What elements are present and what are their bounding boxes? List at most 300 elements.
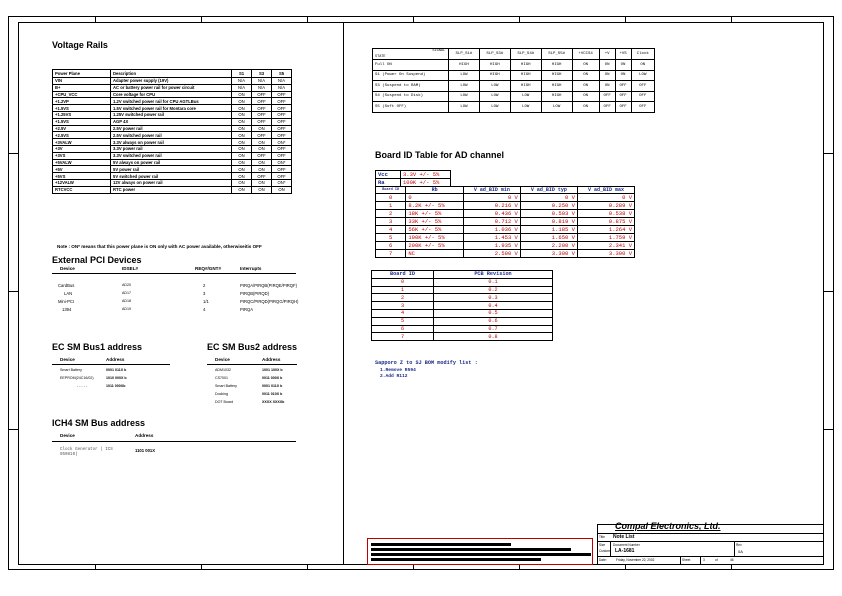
rail-s5: N/A: [272, 84, 292, 91]
rail-description: RTC power: [111, 186, 232, 193]
state-value: LOW: [449, 102, 480, 113]
board-id-vtyp: 2.200 V: [520, 242, 577, 250]
rail-description: 1.25V switched power rail: [111, 111, 232, 118]
state-value: HIGH: [541, 81, 572, 92]
rail-power-plane: B+: [53, 84, 111, 91]
bom-title: Sapporo Z to SJ BOM modify list :: [375, 360, 478, 366]
board-id-vtyp: 0.250 V: [520, 202, 577, 210]
state-value: ON: [615, 70, 631, 81]
board-id-rb: 0: [406, 194, 463, 202]
state-value: ON: [599, 81, 615, 92]
rail-s1: ON: [232, 173, 252, 180]
pci-header-interrupts: Interrupts: [240, 266, 262, 271]
pcb-header-row: [372, 271, 553, 279]
pcb-revision: 0.5: [434, 309, 553, 317]
zone-tick: [824, 291, 834, 292]
power-plane-note: Note : ON* means that this power plane is ON only with AC power available, otherwiseitis OFF: [57, 244, 262, 249]
rail-power-plane: +1.5VS: [53, 118, 111, 125]
rail-power-plane: +5V: [53, 166, 111, 173]
board-id-title: Board ID Table for AD channel: [375, 150, 505, 160]
zone-tick: [731, 565, 732, 570]
state-value: OFF: [631, 81, 654, 92]
rail-s3: ON: [252, 139, 272, 146]
state-value: ON: [599, 70, 615, 81]
pcb-revision: 0.4: [434, 302, 553, 310]
board-id-number: 5: [376, 234, 406, 242]
board-id-row: [376, 234, 635, 242]
pci-header-device: Device: [60, 266, 75, 271]
board-id-vmax: 0 V: [577, 194, 634, 202]
rail-s3: OFF: [252, 132, 272, 139]
pci-interrupts: PIRQC/PIRQD(PIRQG/PIRQH): [240, 299, 299, 304]
board-id-row: [376, 226, 635, 234]
smbus2-device: Docking: [215, 392, 228, 396]
pcb-row: [372, 286, 553, 294]
state-column-header: +V: [599, 49, 615, 60]
rail-power-plane: +5VS: [53, 173, 111, 180]
state-value: HIGH: [541, 91, 572, 102]
state-row: [373, 70, 655, 81]
sheet-value: 3: [703, 558, 705, 562]
pcb-revision: 0.6: [434, 317, 553, 325]
board-id-vmax: 1.264 V: [577, 226, 634, 234]
voltage-rail-row: [53, 139, 292, 146]
voltage-rail-row: [53, 118, 292, 125]
board-id-header-cell: V ad_BID typ: [520, 187, 577, 194]
zone-tick: [824, 153, 834, 154]
state-value: HIGH: [479, 70, 510, 81]
board-id-rb: NC: [406, 250, 463, 258]
corner-state-label: STATE: [375, 55, 386, 59]
custom-label: Custom: [599, 549, 610, 553]
zone-tick: [95, 565, 96, 570]
pcb-row: [372, 309, 553, 317]
pci-idsel: AD20: [122, 283, 131, 287]
state-value: ON: [631, 60, 654, 71]
rail-s1: ON: [232, 111, 252, 118]
board-id-vmin: 0.436 V: [463, 210, 520, 218]
title-label: Title: [599, 535, 605, 539]
title-block-divider: [700, 556, 701, 565]
rail-s5: OFF: [272, 152, 292, 159]
rail-s3: OFF: [252, 111, 272, 118]
board-id-rb: 56K +/- 5%: [406, 226, 463, 234]
corner-signal-label: SIGNAL: [432, 49, 445, 53]
state-name: S4 (Suspend to Disk): [373, 91, 449, 102]
rail-s3: ON: [252, 125, 272, 132]
state-value: HIGH: [510, 60, 541, 71]
rail-description: 12V always on power rail: [111, 179, 232, 186]
rail-s3: ON: [252, 179, 272, 186]
state-table-header-row: [373, 49, 655, 60]
state-value: OFF: [631, 102, 654, 113]
pci-device: Mini-PCI: [58, 299, 75, 304]
board-id-vmin: 1.036 V: [463, 226, 520, 234]
rail-s3: OFF: [252, 91, 272, 98]
board-id-vmin: 2.500 V: [463, 250, 520, 258]
header-s1: S1: [232, 70, 252, 78]
smbus1-header-device: Device: [60, 357, 75, 362]
voltage-rail-row: [53, 125, 292, 132]
pci-interrupts: PIRQA/PIRQB(PIRQE/PIRQF): [240, 283, 298, 288]
board-id-vmax: 0.289 V: [577, 202, 634, 210]
rail-s5: OFF: [272, 173, 292, 180]
pcb-revision: 0.1: [434, 278, 553, 286]
board-id-vmax: 2.341 V: [577, 242, 634, 250]
pcb-board-id: 3: [372, 302, 434, 310]
smbus2-address: 0011 000X b: [262, 376, 283, 380]
smbus2-header-underline: [207, 364, 297, 365]
pcb-revision: 0.8: [434, 333, 553, 341]
bom-item-2: 2.Add R112: [380, 374, 408, 379]
rail-power-plane: +1.25VS: [53, 111, 111, 118]
board-id-vmax: 1.759 V: [577, 234, 634, 242]
board-id-vtyp: 0 V: [520, 194, 577, 202]
rail-description: 2.5V switched power rail: [111, 132, 232, 139]
rev-label: Rev: [736, 543, 742, 547]
rail-description: 5V always on power rail: [111, 159, 232, 166]
of-value: 46: [730, 558, 734, 562]
state-value: LOW: [510, 91, 541, 102]
voltage-rails-table: [52, 69, 292, 194]
board-id-row: [376, 218, 635, 226]
rail-s3: OFF: [252, 173, 272, 180]
board-id-number: 7: [376, 250, 406, 258]
zone-tick: [201, 16, 202, 22]
pci-idsel: AD19: [122, 307, 131, 311]
state-value: OFF: [599, 91, 615, 102]
rail-s5: ON*: [272, 139, 292, 146]
rail-description: 5V switched power rail: [111, 173, 232, 180]
rail-s3: ON: [252, 145, 272, 152]
rail-s5: ON: [272, 186, 292, 193]
pci-header-req-gnt: REQ#/GNT#: [195, 266, 222, 271]
voltage-rail-row: [53, 145, 292, 152]
state-column-header: SLP_S1#: [449, 49, 480, 60]
pcb-board-id: 0: [372, 278, 434, 286]
state-column-header: SLP_S4#: [510, 49, 541, 60]
state-value: ON: [572, 60, 599, 71]
board-id-rb: 8.2K +/- 5%: [406, 202, 463, 210]
ich4-row-address: 1101 001X: [135, 448, 156, 453]
rail-power-plane: +CPU_VCC: [53, 91, 111, 98]
pci-interrupts: PIRQA: [240, 307, 254, 312]
rail-s5: OFF: [272, 166, 292, 173]
voltage-rail-row: [53, 166, 292, 173]
header-description: Description: [111, 70, 232, 78]
voltage-rail-row: [53, 84, 292, 91]
state-value: LOW: [479, 91, 510, 102]
rail-s3: ON: [252, 159, 272, 166]
voltage-rails-title: Voltage Rails: [52, 40, 108, 50]
date-value: Friday, November 22, 2002: [616, 558, 655, 562]
state-value: ON: [572, 70, 599, 81]
rail-description: 5V power rail: [111, 166, 232, 173]
smbus2-title: EC SM Bus2 address: [207, 342, 298, 352]
rail-power-plane: +1.2VP: [53, 98, 111, 105]
board-id-vmin: 0 V: [463, 194, 520, 202]
state-value: OFF: [615, 81, 631, 92]
zone-tick: [307, 16, 308, 22]
rail-s5: OFF: [272, 111, 292, 118]
pcb-board-id: 2: [372, 294, 434, 302]
title-value: Note List: [613, 534, 635, 540]
rail-s1: ON: [232, 125, 252, 132]
zone-tick: [824, 429, 834, 430]
board-id-ad-table: [375, 186, 635, 258]
revision-redacted-bar: [371, 548, 571, 551]
smbus1-address: 1010 000X b: [106, 376, 127, 380]
rail-s3: ON: [252, 186, 272, 193]
smbus2-header-device: Device: [215, 357, 230, 362]
pci-header-idsel: IDSEL#: [122, 266, 139, 271]
ich4-title: ICH4 SM Bus address: [52, 418, 146, 428]
title-block-rule: [597, 556, 824, 557]
smbus1-header-underline: [52, 364, 170, 365]
smbus1-header-address: Address: [106, 357, 125, 362]
pci-devices-title: External PCI Devices: [52, 255, 142, 265]
center-divider-line: [343, 22, 344, 565]
pcb-row: [372, 325, 553, 333]
voltage-rail-row: [53, 91, 292, 98]
title-block-rule: [597, 541, 824, 542]
rail-description: 2.5V power rail: [111, 125, 232, 132]
smbus1-device: Smart Battery: [60, 368, 82, 372]
board-id-row: [376, 210, 635, 218]
rail-s3: OFF: [252, 152, 272, 159]
pcb-row: [372, 302, 553, 310]
rail-s3: N/A: [252, 84, 272, 91]
state-name: S5 (Soft OFF): [373, 102, 449, 113]
voltage-rail-row: [53, 152, 292, 159]
smbus1-address: 1011 000Xb: [106, 384, 126, 388]
board-id-rb: 200K +/- 5%: [406, 242, 463, 250]
rail-power-plane: +3V: [53, 145, 111, 152]
pci-idsel: AD18: [122, 299, 131, 303]
header-power-plane: Power Plane: [53, 70, 111, 78]
board-id-vmin: 0.216 V: [463, 202, 520, 210]
ra-value: 100K +/- 5%: [401, 179, 451, 187]
rail-power-plane: RTCVCC: [53, 186, 111, 193]
revision-redacted-bar: [371, 553, 591, 556]
rail-s5: OFF: [272, 98, 292, 105]
state-value: LOW: [449, 91, 480, 102]
state-value: HIGH: [449, 60, 480, 71]
state-column-header: +VCCS4: [572, 49, 599, 60]
zone-tick: [413, 16, 414, 22]
power-state-table: [372, 48, 655, 113]
rail-s3: OFF: [252, 118, 272, 125]
pcb-revision: 0.3: [434, 294, 553, 302]
state-value: HIGH: [510, 70, 541, 81]
pci-device: LAN: [64, 291, 73, 296]
state-column-header: +VS: [615, 49, 631, 60]
board-id-rb: 33K +/- 5%: [406, 218, 463, 226]
smbus1-title: EC SM Bus1 address: [52, 342, 143, 352]
rail-s1: N/A: [232, 84, 252, 91]
state-value: LOW: [479, 81, 510, 92]
smbus2-device: DOT Board: [215, 400, 234, 404]
bom-item-1: 1.Remove R594: [380, 368, 416, 373]
board-id-number: 4: [376, 226, 406, 234]
state-value: LOW: [631, 70, 654, 81]
ra-label: Ra: [376, 179, 401, 187]
company-name: Compal Electronics, Ltd.: [615, 521, 721, 531]
rail-description: 1.2V switched power rail for CPU AGTLBus: [111, 98, 232, 105]
smbus2-device: Smart Battery: [215, 384, 237, 388]
pcb-board-id: 6: [372, 325, 434, 333]
state-value: OFF: [599, 102, 615, 113]
vcc-row: [376, 171, 451, 179]
state-value: HIGH: [541, 70, 572, 81]
board-id-vtyp: 3.300 V: [520, 250, 577, 258]
rail-s5: OFF: [272, 145, 292, 152]
zone-tick: [413, 565, 414, 570]
zone-tick: [8, 291, 18, 292]
board-id-header-cell: V ad_BID min: [463, 187, 520, 194]
board-id-vtyp: 1.650 V: [520, 234, 577, 242]
rail-description: 3.3V always on power rail: [111, 139, 232, 146]
voltage-rail-row: [53, 159, 292, 166]
state-row: [373, 60, 655, 71]
rail-s1: ON: [232, 186, 252, 193]
rail-s1: ON: [232, 105, 252, 112]
revision-redacted-bar: [371, 558, 541, 561]
rail-s5: ON*: [272, 179, 292, 186]
zone-tick: [307, 565, 308, 570]
state-name: S1 (Power On Suspend): [373, 70, 449, 81]
zone-tick: [8, 429, 18, 430]
state-column-header: Clock: [631, 49, 654, 60]
rail-s1: ON: [232, 145, 252, 152]
voltage-rail-row: [53, 186, 292, 193]
board-id-rb: 100K +/- 5%: [406, 234, 463, 242]
pci-req-gnt: 1/1: [203, 299, 209, 304]
zone-tick: [519, 565, 520, 570]
state-row: [373, 102, 655, 113]
board-id-vtyp: 1.185 V: [520, 226, 577, 234]
vcc-value: 3.3V +/- 5%: [401, 171, 451, 179]
pcb-board-id: 1: [372, 286, 434, 294]
ich4-header-address: Address: [135, 433, 154, 438]
state-value: ON: [572, 91, 599, 102]
rail-s5: OFF: [272, 105, 292, 112]
pcb-board-id: 4: [372, 309, 434, 317]
document-number-value: LA-1681: [615, 548, 635, 554]
voltage-rail-row: [53, 132, 292, 139]
smbus2-address: 0011 010X b: [262, 392, 283, 396]
rail-description: AC or battery power rail for power circuit: [111, 84, 232, 91]
smbus2-address: 0001 011X b: [262, 384, 283, 388]
zone-tick: [95, 16, 96, 22]
pci-req-gnt: 3: [203, 291, 206, 296]
state-value: OFF: [631, 91, 654, 102]
rev-value: 0A: [738, 549, 743, 554]
rail-s1: ON: [232, 152, 252, 159]
state-name: Full ON: [373, 60, 449, 71]
rail-power-plane: +2.5VS: [53, 132, 111, 139]
smbus2-device: CS7001: [215, 376, 228, 380]
state-value: LOW: [510, 102, 541, 113]
ich4-row-device: Clock Generator ( ICS 950810): [60, 448, 113, 457]
voltage-rails-header-row: [53, 70, 292, 78]
ich4-header-device: Device: [60, 433, 75, 438]
ich4-header-underline: [52, 441, 296, 442]
board-id-number: 6: [376, 242, 406, 250]
pci-device: 1394: [62, 307, 72, 312]
board-id-vtyp: 0.503 V: [520, 210, 577, 218]
state-value: OFF: [615, 102, 631, 113]
rail-s1: N/A: [232, 78, 252, 85]
rail-power-plane: +2.5V: [53, 125, 111, 132]
pcb-revision: 0.2: [434, 286, 553, 294]
rail-s1: ON: [232, 139, 252, 146]
board-id-number: 0: [376, 194, 406, 202]
rail-s3: ON: [252, 166, 272, 173]
rail-s1: ON: [232, 132, 252, 139]
rail-power-plane: VIN: [53, 78, 111, 85]
rail-description: 3.3V power rail: [111, 145, 232, 152]
board-id-header-cell: V ad_BID max: [577, 187, 634, 194]
rail-s5: OFF: [272, 91, 292, 98]
pcb-row: [372, 278, 553, 286]
title-block-divider: [734, 541, 735, 556]
pci-idsel: AD17: [122, 291, 131, 295]
zone-tick: [731, 16, 732, 22]
rail-s3: N/A: [252, 78, 272, 85]
rail-s5: OFF: [272, 125, 292, 132]
board-id-vmax: 3.300 V: [577, 250, 634, 258]
smbus1-device: EEPROM(24C16/02): [60, 376, 94, 380]
board-id-number: 3: [376, 218, 406, 226]
rail-power-plane: +12VALW: [53, 179, 111, 186]
voltage-rail-row: [53, 78, 292, 85]
rail-s5: OFF: [272, 132, 292, 139]
pci-device: CardBus: [58, 283, 75, 288]
of-label: of: [715, 558, 718, 562]
state-value: ON: [599, 60, 615, 71]
state-value: LOW: [541, 102, 572, 113]
rail-s3: OFF: [252, 105, 272, 112]
board-id-number: 2: [376, 210, 406, 218]
rail-s1: ON: [232, 179, 252, 186]
smbus2-header-address: Address: [262, 357, 281, 362]
date-label: Date:: [599, 558, 607, 562]
smbus2-address: XXXX XXXXb: [262, 400, 285, 404]
zone-tick: [625, 16, 626, 22]
board-id-vmin: 1.935 V: [463, 242, 520, 250]
rail-power-plane: +1.5VS: [53, 105, 111, 112]
board-id-header-cell: Board ID: [376, 187, 406, 194]
vcc-ra-table: [375, 170, 451, 187]
rail-description: AGP 4X: [111, 118, 232, 125]
zone-tick: [519, 16, 520, 22]
sheet-label: Sheet: [682, 558, 691, 562]
pcb-revision: 0.7: [434, 325, 553, 333]
title-block-divider: [680, 556, 681, 565]
board-id-vtyp: 0.819 V: [520, 218, 577, 226]
board-id-header-cell: Rb: [406, 187, 463, 194]
state-value: LOW: [449, 81, 480, 92]
rail-s1: ON: [232, 159, 252, 166]
board-id-number: 1: [376, 202, 406, 210]
board-id-row: [376, 202, 635, 210]
pcb-board-id: 5: [372, 317, 434, 325]
rail-s5: OFF: [272, 118, 292, 125]
state-value: HIGH: [510, 81, 541, 92]
board-id-rb: 18K +/- 5%: [406, 210, 463, 218]
board-id-row: [376, 194, 635, 202]
